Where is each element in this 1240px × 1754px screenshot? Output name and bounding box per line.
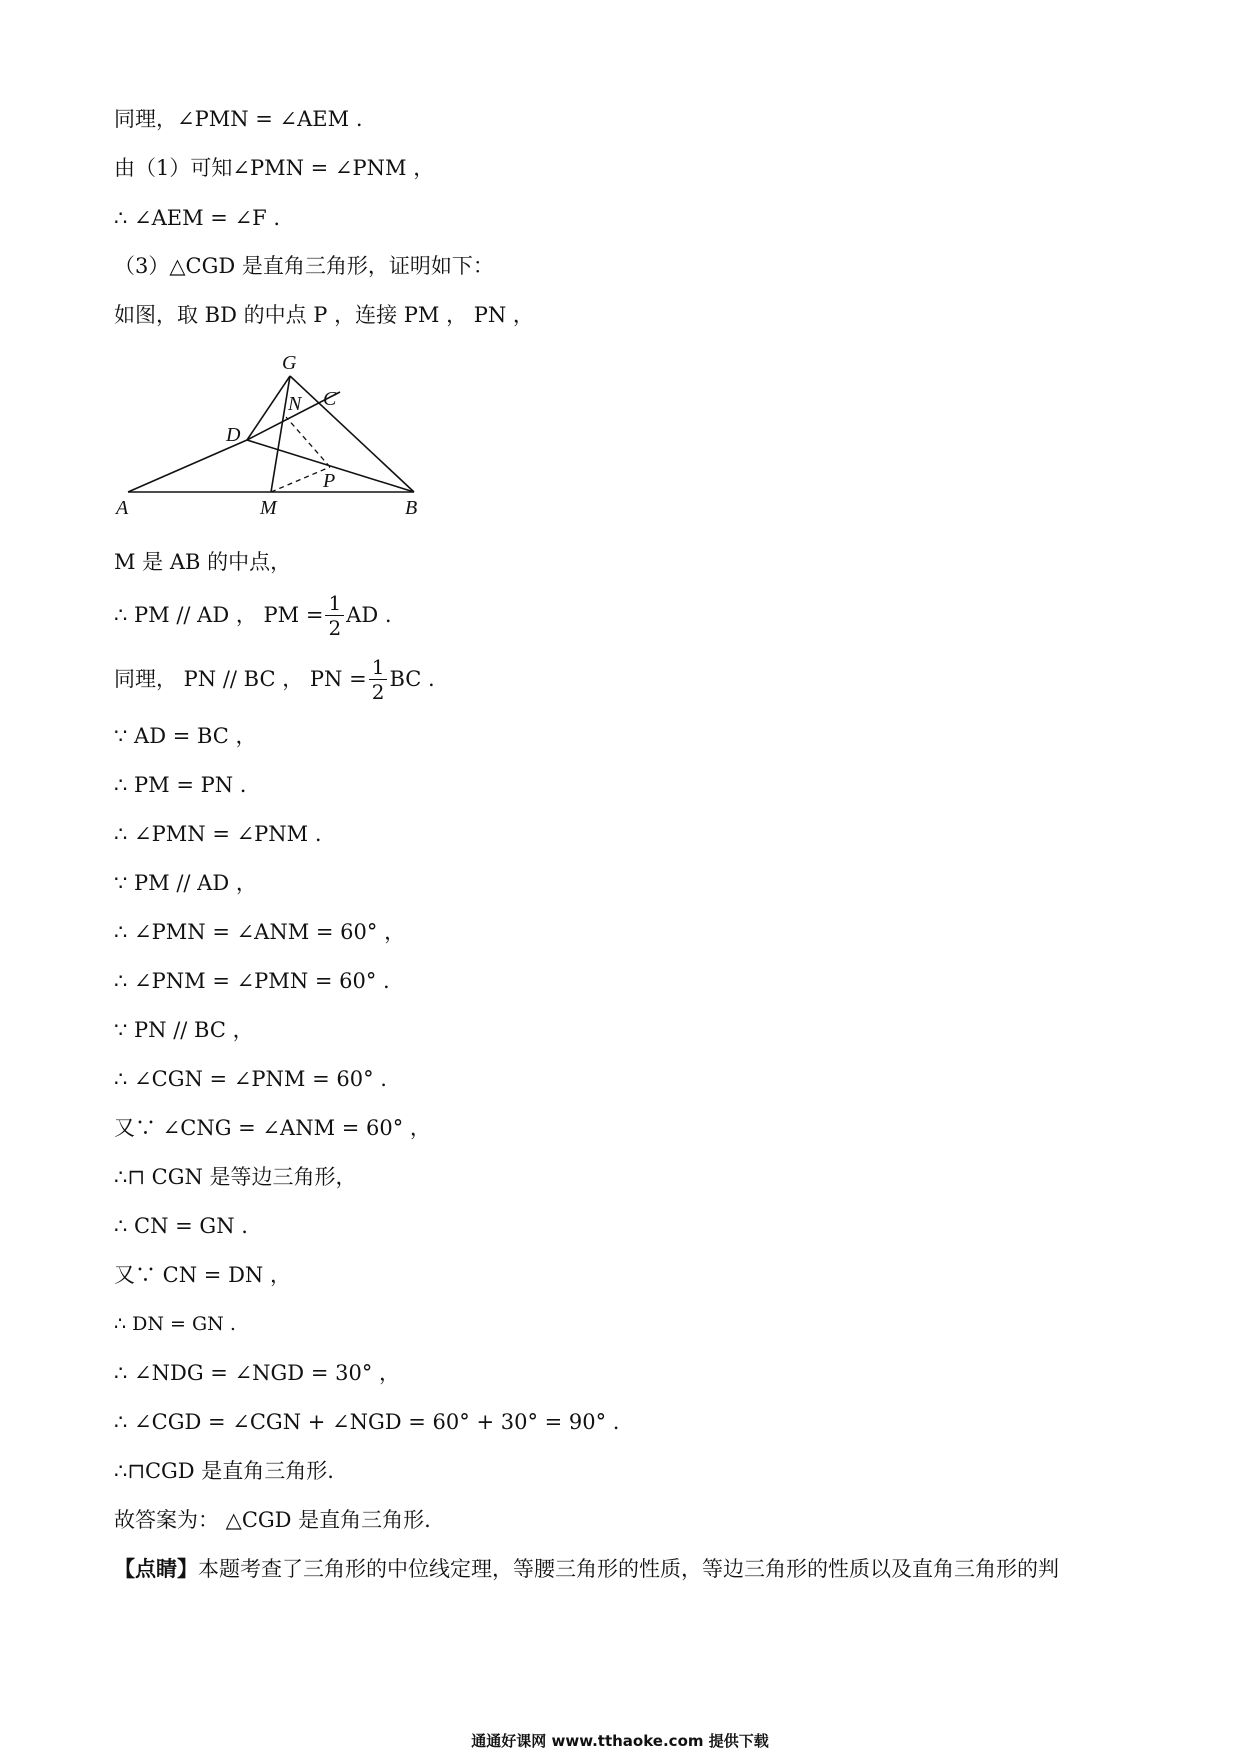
- fraction-prefix: ∴ PM // AD ， PM =: [114, 603, 324, 627]
- note-label: 【点睛】: [114, 1556, 198, 1581]
- proof-line: ∴ ∠PNM = ∠PMN = 60° .: [114, 969, 390, 993]
- segment-gb: [290, 376, 414, 492]
- proof-line: ∴ PM = PN .: [114, 773, 247, 797]
- proof-line: M 是 AB 的中点，: [114, 550, 292, 574]
- proof-line: ∴ ∠PMN = ∠ANM = 60° ，: [114, 920, 406, 944]
- label-b: B: [405, 497, 418, 519]
- fraction-numerator: 1: [369, 655, 388, 680]
- note-text: 本题考查了三角形的中位线定理，等腰三角形的性质，等边三角形的性质以及直角三角形的判: [198, 1557, 1059, 1581]
- proof-line: 又∵ ∠CNG = ∠ANM = 60° ，: [114, 1116, 431, 1140]
- proof-line: ∴⊓ CGN 是等边三角形，: [114, 1165, 357, 1189]
- proof-line: ∴ DN = GN .: [114, 1313, 236, 1335]
- footer-watermark: 通通好课网 www.tthaoke.com 提供下载: [471, 1732, 769, 1750]
- label-m: M: [260, 497, 277, 519]
- proof-line-fraction: [114, 649, 435, 709]
- proof-line: 故答案为： △CGD 是直角三角形.: [114, 1508, 431, 1532]
- proof-line: 同理，∠PMN = ∠AEM .: [114, 107, 363, 131]
- label-d: D: [226, 424, 241, 446]
- fraction-denominator: 2: [371, 679, 385, 704]
- proof-line: ∴ ∠NDG = ∠NGD = 30° ，: [114, 1361, 400, 1385]
- proof-line: ∵ AD = BC ，: [114, 724, 257, 748]
- proof-line: 由（1）可知∠PMN = ∠PNM ，: [114, 156, 435, 180]
- proof-line: 又∵ CN = DN ，: [114, 1263, 291, 1287]
- fraction-numerator: 1: [325, 591, 344, 616]
- geometry-figure: [110, 352, 430, 522]
- dashed-segment-mp: [271, 467, 330, 492]
- fraction-prefix: 同理， PN // BC ， PN =: [114, 667, 367, 691]
- segment-dg: [247, 376, 290, 440]
- note-paragraph: [114, 1555, 1059, 1583]
- proof-line: ∵ PM // AD ，: [114, 871, 257, 895]
- label-a: A: [116, 497, 129, 519]
- segment-ad: [128, 440, 247, 492]
- proof-line: ∴ ∠CGN = ∠PNM = 60° .: [114, 1067, 387, 1091]
- fraction-suffix: BC .: [389, 667, 435, 691]
- proof-line: ∴ ∠AEM = ∠F .: [114, 206, 281, 230]
- label-g: G: [282, 352, 297, 374]
- fraction-suffix: AD .: [346, 603, 392, 627]
- proof-line-fraction: [114, 585, 392, 645]
- label-c: C: [323, 388, 337, 410]
- proof-line: ∴ CN = GN .: [114, 1214, 248, 1238]
- proof-line: 如图，取 BD 的中点 P ，连接 PM ， PN ，: [114, 303, 534, 327]
- proof-line: （3）△CGD 是直角三角形，证明如下：: [114, 254, 494, 278]
- fraction-one-half: [325, 591, 344, 640]
- proof-line: ∴⊓CGD 是直角三角形.: [114, 1459, 334, 1483]
- fraction-one-half: [369, 655, 388, 704]
- label-p: P: [323, 470, 336, 492]
- proof-line: ∵ PN // BC ，: [114, 1018, 254, 1042]
- label-n: N: [288, 393, 302, 415]
- fraction-denominator: 2: [328, 615, 342, 640]
- proof-line: ∴ ∠PMN = ∠PNM .: [114, 822, 322, 846]
- proof-line: ∴ ∠CGD = ∠CGN + ∠NGD = 60° + 30° = 90° .: [114, 1410, 620, 1434]
